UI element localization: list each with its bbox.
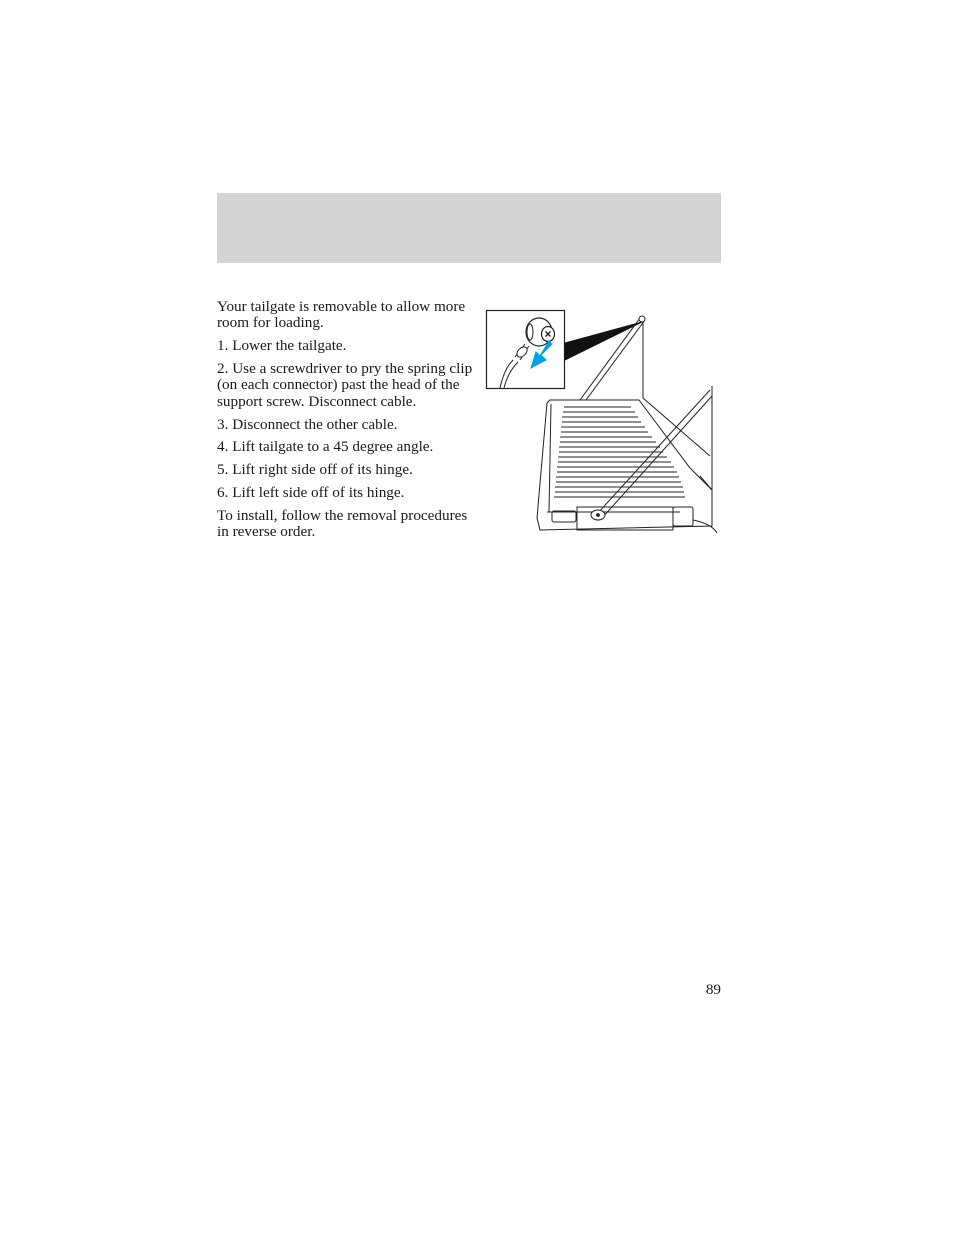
intro-paragraph: Your tailgate is removable to allow more room for loading. xyxy=(217,298,466,332)
instructions-text xyxy=(217,299,475,547)
step-5: 5. Lift right side off of its hinge. xyxy=(217,461,413,479)
step-1: 1. Lower the tailgate. xyxy=(217,337,347,355)
truck-bed-right-side xyxy=(700,386,712,490)
step-6: 6. Lift left side off of its hinge. xyxy=(217,484,405,501)
step-2: 2. Use a screwdriver to pry the spring clip (on each connector) past the head of the support screw. Disconnect cable. xyxy=(217,360,473,410)
step-3: 3. Disconnect the other cable. xyxy=(217,415,398,433)
tailgate-removal-illustration xyxy=(485,308,721,540)
page-number: 89 xyxy=(705,981,721,998)
step-4: 4. Lift tailgate to a 45 degree angle. xyxy=(217,438,434,456)
support-cable-icon xyxy=(580,316,645,400)
detail-callout-pointer xyxy=(565,322,642,360)
closing-paragraph: To install, follow the removal procedures in reverse order. xyxy=(217,506,468,541)
section-header-band xyxy=(217,193,721,263)
